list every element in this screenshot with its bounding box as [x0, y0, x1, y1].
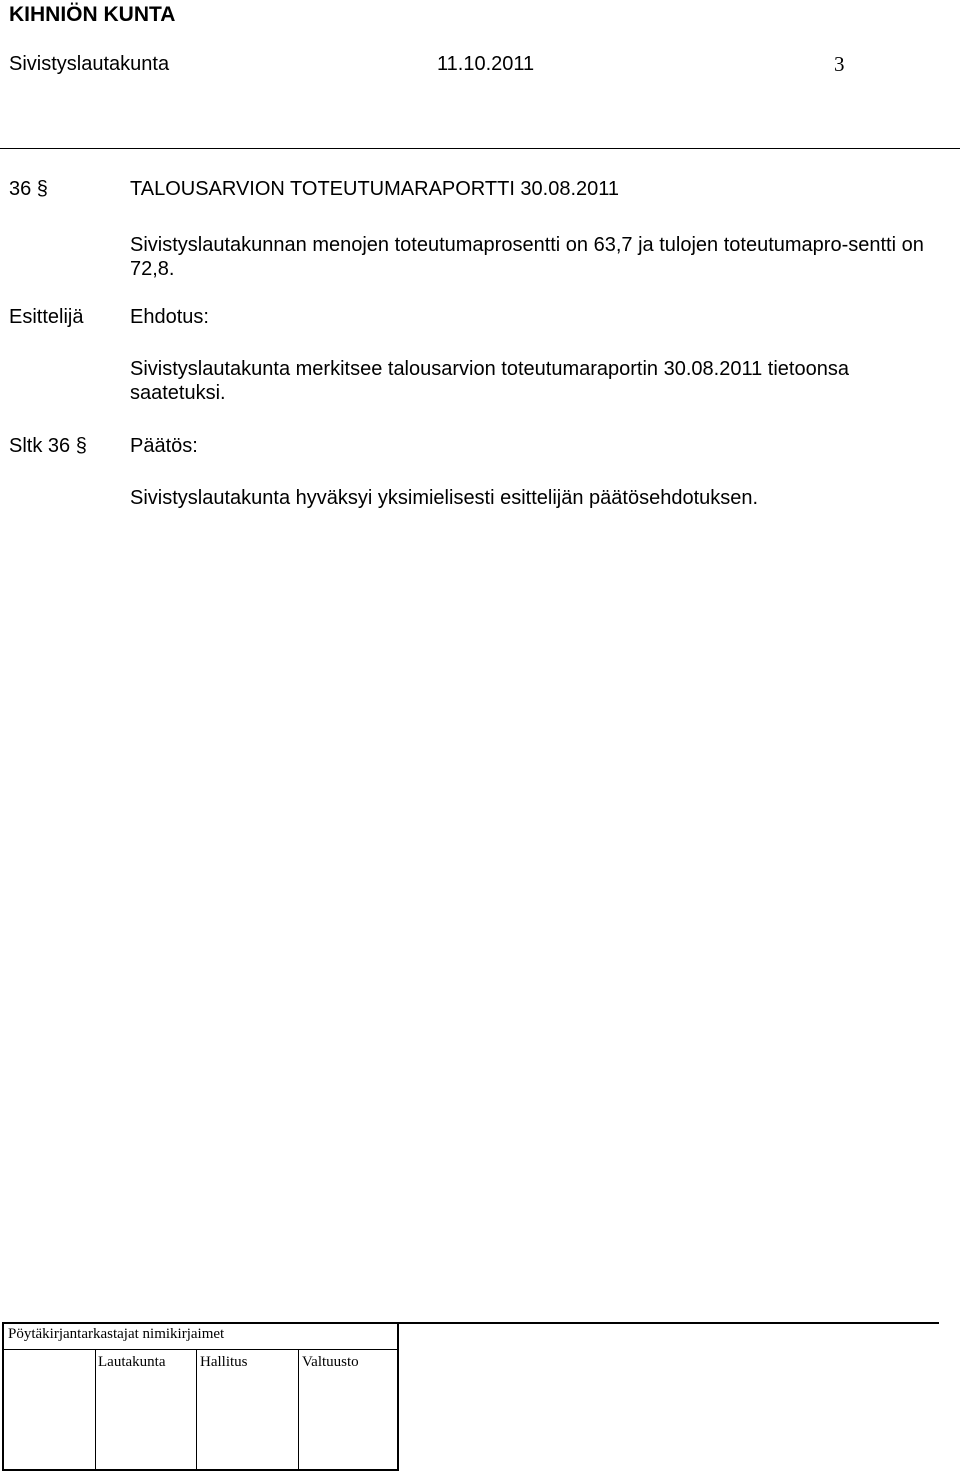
- item-number: 36 §: [9, 178, 48, 200]
- organization-name: KIHNIÖN KUNTA: [9, 3, 176, 26]
- decision-reference: Sltk 36 §: [9, 435, 87, 457]
- decision-text: Sivistyslautakunta hyväksyi yksimielisesti esittelijän päätösehdotuksen.: [130, 487, 759, 509]
- header-date: 11.10.2011: [437, 53, 535, 75]
- signature-column-divider: [298, 1350, 299, 1469]
- header-committee: Sivistyslautakunta: [9, 53, 170, 75]
- proposal-text: Sivistyslautakunta merkitsee talousarvion toteutumaraportin 30.08.2011 tietoonsa saatetuksi.: [130, 358, 849, 404]
- signature-top-rule: [398, 1322, 939, 1324]
- signature-column-lautakunta: Lautakunta: [98, 1354, 166, 1370]
- signature-column-valtuusto: Valtuusto: [302, 1354, 359, 1370]
- page-number: 3: [834, 52, 845, 76]
- decision-label: Päätös:: [130, 435, 198, 457]
- signature-title-divider: [2, 1349, 399, 1350]
- item-title: TALOUSARVION TOTEUTUMARAPORTTI 30.08.2011: [130, 178, 620, 200]
- proposal-label: Ehdotus:: [130, 306, 209, 328]
- signature-box: [2, 1322, 399, 1471]
- signature-column-divider: [95, 1350, 96, 1469]
- presenter-label: Esittelijä: [9, 306, 84, 328]
- signature-box-title: Pöytäkirjantarkastajat nimikirjaimet: [8, 1326, 225, 1342]
- item-summary: Sivistyslautakunnan menojen toteutumaprosentti on 63,7 ja tulojen toteutumapro-sentti on 72,8.: [130, 234, 924, 280]
- header-divider: [0, 148, 960, 149]
- signature-column-divider: [196, 1350, 197, 1469]
- signature-column-hallitus: Hallitus: [200, 1354, 248, 1370]
